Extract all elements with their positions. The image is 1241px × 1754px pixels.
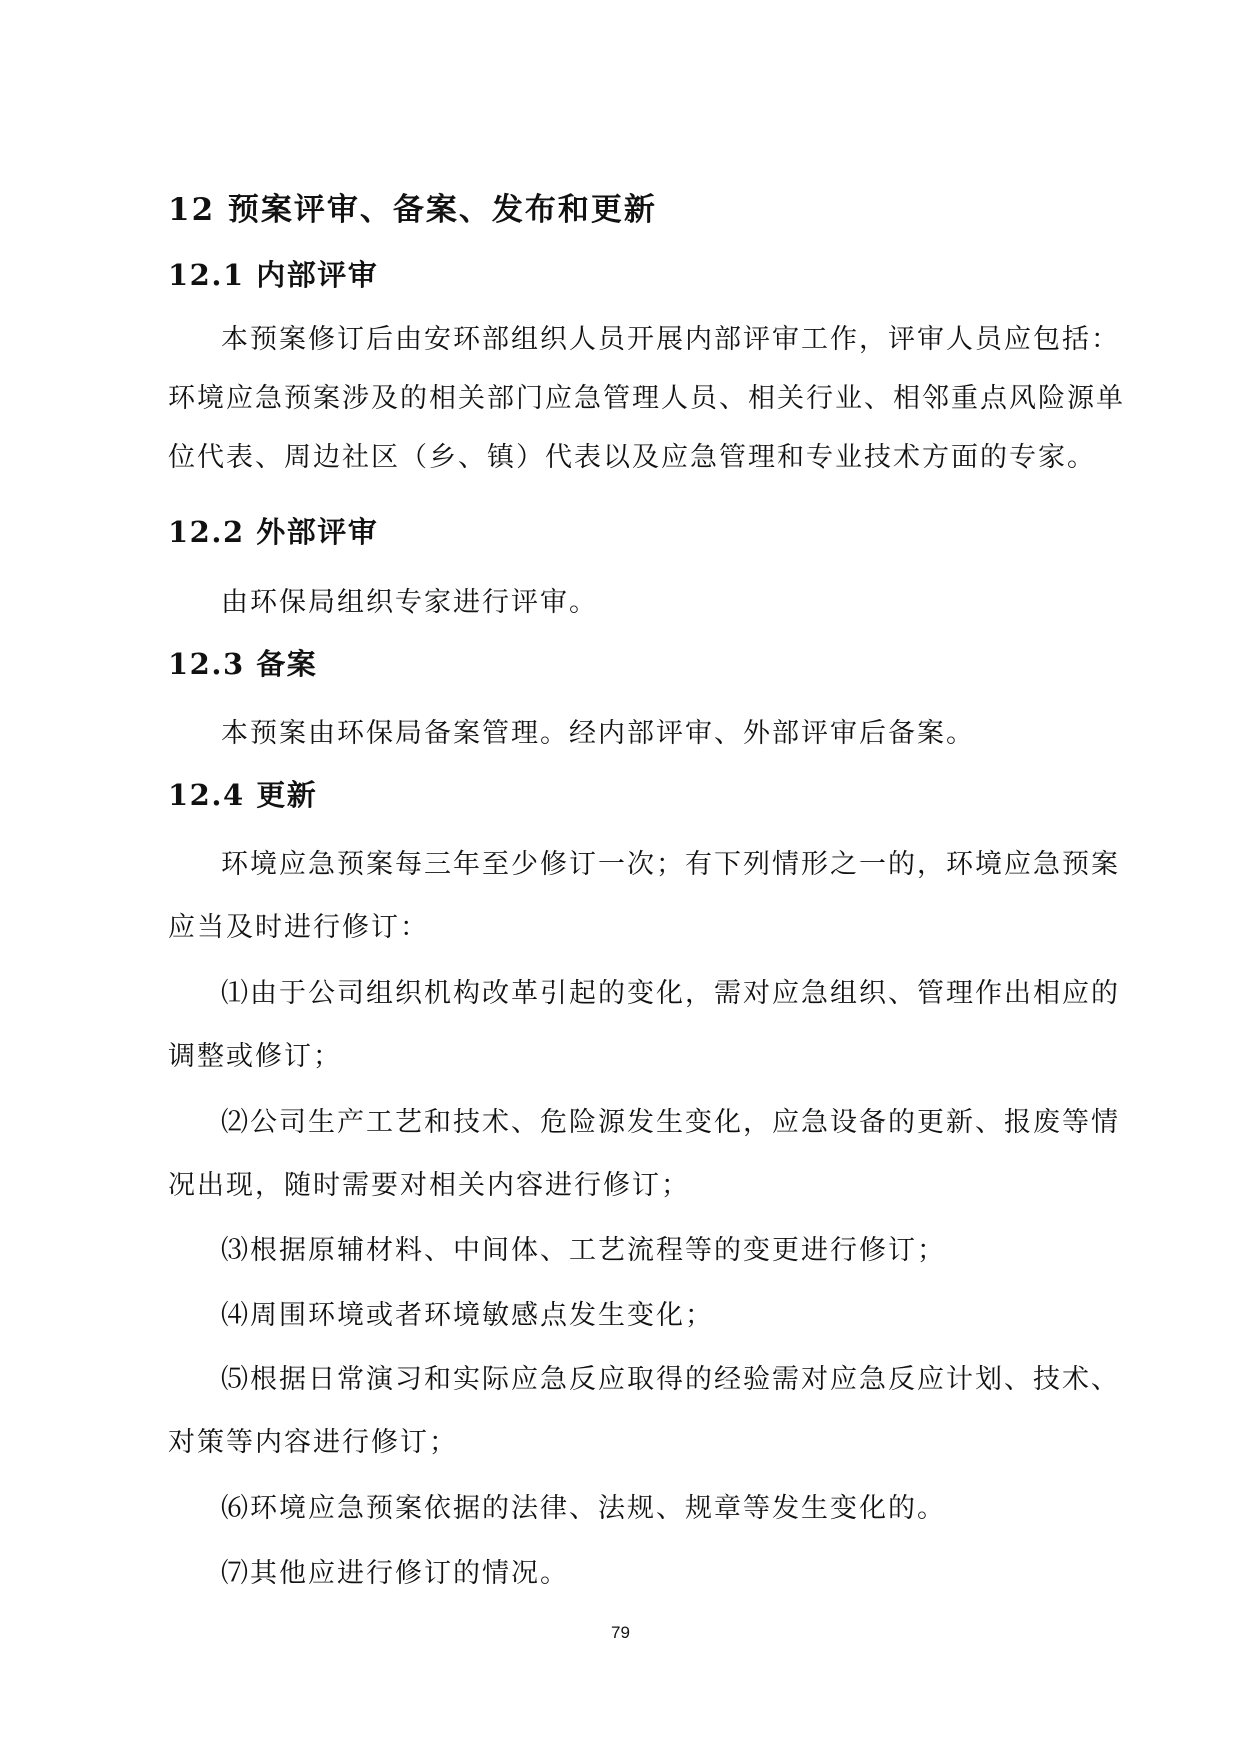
- chapter-title: 12 预案评审、备案、发布和更新: [168, 192, 657, 228]
- list-item-7: ⑺其他应进行修订的情况。: [221, 1558, 569, 1589]
- list-item-4: ⑷周围环境或者环境敏感点发生变化；: [221, 1300, 714, 1331]
- list-item-3: ⑶根据原辅材料、中间体、工艺流程等的变更进行修订；: [221, 1235, 946, 1266]
- list-item-6: ⑹环境应急预案依据的法律、法规、规章等发生变化的。: [221, 1493, 946, 1524]
- paragraph-line: 环境应急预案每三年至少修订一次；有下列情形之一的，环境应急预案: [221, 849, 1120, 880]
- section-heading-internal-review: 12.1 内部评审: [168, 258, 379, 292]
- page-number: 79: [611, 1623, 630, 1642]
- paragraph-line: 由环保局组织专家进行评审。: [221, 587, 598, 618]
- list-item-5-continuation: 对策等内容进行修订；: [168, 1427, 458, 1458]
- paragraph-line: 本预案由环保局备案管理。经内部评审、外部评审后备案。: [221, 718, 975, 749]
- section-heading-external-review: 12.2 外部评审: [168, 515, 379, 549]
- paragraph-line: 应当及时进行修订：: [168, 912, 429, 943]
- list-item-1-continuation: 调整或修订；: [168, 1041, 342, 1072]
- list-item-2-continuation: 况出现，随时需要对相关内容进行修订；: [168, 1170, 690, 1201]
- section-heading-update: 12.4 更新: [168, 778, 318, 812]
- list-item-5: ⑸根据日常演习和实际应急反应取得的经验需对应急反应计划、技术、: [221, 1364, 1120, 1395]
- paragraph-line: 位代表、周边社区（乡、镇）代表以及应急管理和专业技术方面的专家。: [168, 442, 1096, 473]
- list-item-1: ⑴由于公司组织机构改革引起的变化，需对应急组织、管理作出相应的: [221, 978, 1120, 1009]
- section-heading-filing: 12.3 备案: [168, 647, 318, 681]
- paragraph-line: 本预案修订后由安环部组织人员开展内部评审工作，评审人员应包括：: [221, 324, 1120, 355]
- paragraph-line: 环境应急预案涉及的相关部门应急管理人员、相关行业、相邻重点风险源单: [168, 383, 1125, 414]
- list-item-2: ⑵公司生产工艺和技术、危险源发生变化，应急设备的更新、报废等情: [221, 1107, 1120, 1138]
